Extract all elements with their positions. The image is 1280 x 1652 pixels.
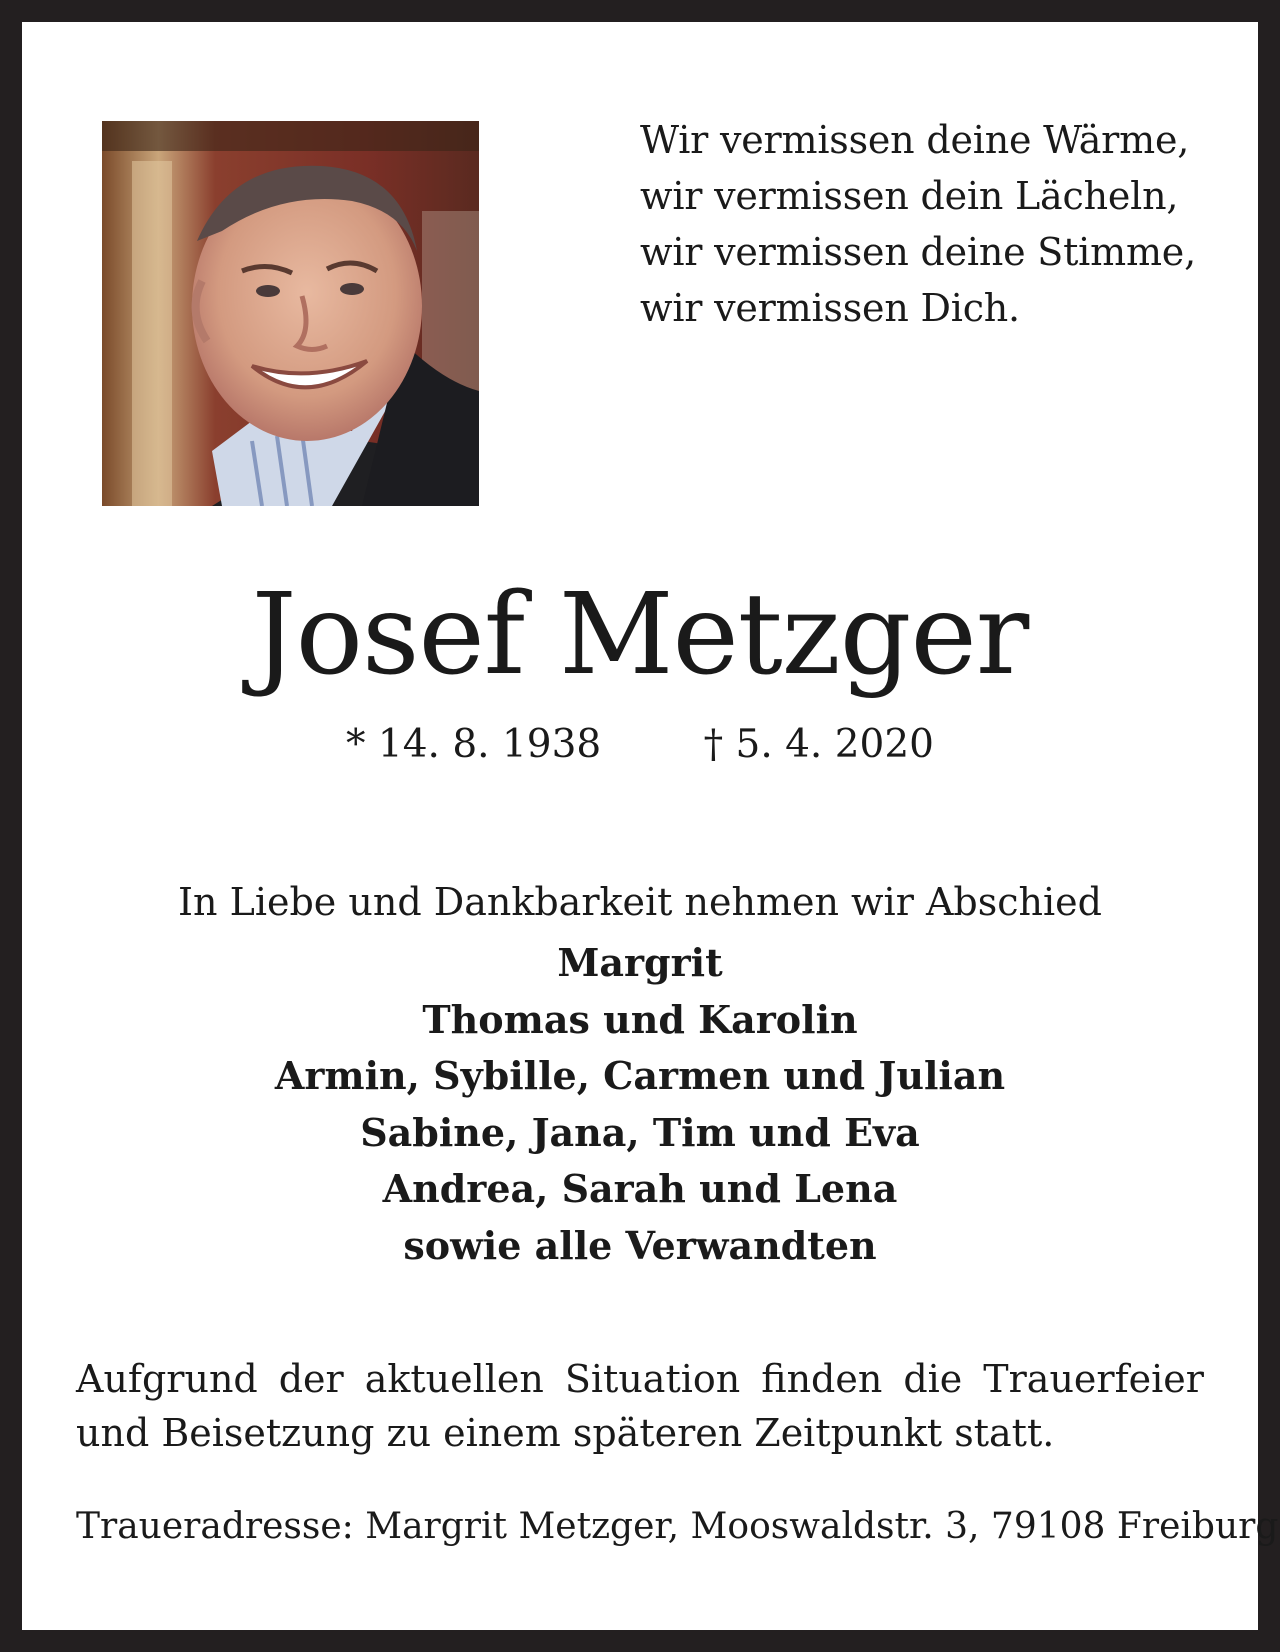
notice-word: der	[278, 1357, 344, 1401]
funeral-notice	[76, 1352, 1204, 1460]
poem-line: Wir vermissen deine Wärme,	[640, 118, 1190, 162]
poem-line: wir vermissen deine Stimme,	[640, 230, 1196, 274]
notice-word: Situation	[564, 1357, 741, 1401]
mourner-line: Thomas und Karolin	[422, 996, 858, 1042]
portrait-photo	[102, 121, 479, 506]
mourner-line: Armin, Sybille, Carmen und Julian	[274, 1053, 1006, 1098]
mourning-address: Traueradresse: Margrit Metzger, Mooswaldstr. 3, 79108 Freiburg	[76, 1506, 1279, 1547]
birth-date: * 14. 8. 1938	[346, 722, 602, 767]
notice-word: Aufgrund	[76, 1357, 258, 1401]
death-date: † 5. 4. 2020	[703, 722, 934, 767]
notice-word: die	[903, 1357, 963, 1401]
life-dates	[0, 720, 1280, 770]
notice-word: Trauerfeier	[983, 1357, 1204, 1401]
mourner-line: Andrea, Sarah und Lena	[382, 1166, 898, 1211]
deceased-name: Josef Metzger	[251, 570, 1029, 700]
notice-line: und Beisetzung zu einem späteren Zeitpunkt statt.	[76, 1411, 1055, 1455]
mourner-line: Margrit	[557, 940, 723, 985]
mourners-list	[0, 935, 1280, 1274]
notice-word: aktuellen	[364, 1357, 544, 1401]
notice-word: finden	[761, 1357, 883, 1401]
mourner-line: sowie alle Verwandten	[403, 1222, 877, 1268]
poem-line: wir vermissen dein Lächeln,	[640, 174, 1179, 218]
poem	[640, 112, 1240, 336]
mourner-line: Sabine, Jana, Tim und Eva	[360, 1109, 920, 1155]
notice-line	[76, 1352, 1204, 1406]
poem-line: wir vermissen Dich.	[640, 286, 1020, 330]
farewell-intro: In Liebe und Dankbarkeit nehmen wir Abschied	[178, 880, 1102, 924]
